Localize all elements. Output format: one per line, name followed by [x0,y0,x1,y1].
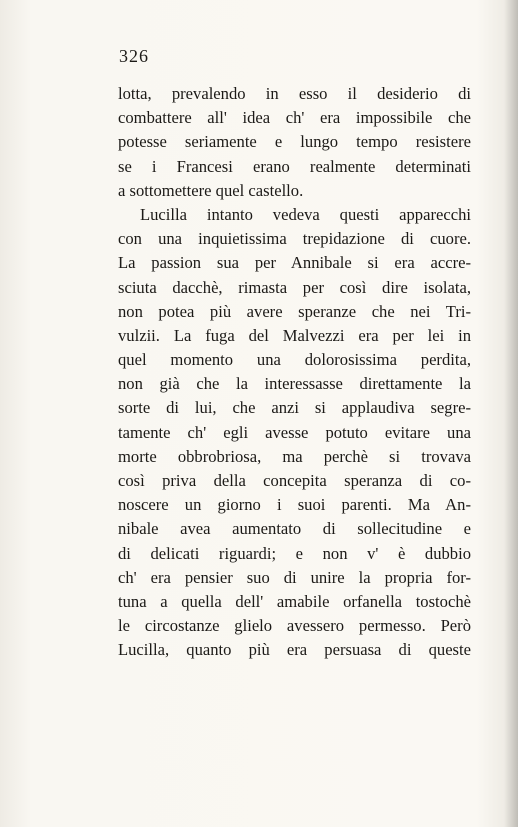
page-number: 326 [119,46,149,66]
text-line: non potea più avere speranze che nei Tri- [118,301,471,321]
text-line: morte obbrobriosa, ma perchè si trovava [118,446,471,466]
text-line: di delicati riguardi; e non v' è dubbio [118,543,471,563]
text-line: vulzii. La fuga del Malvezzi era per lei in [118,325,471,345]
text-line: La passion sua per Annibale si era accre- [118,253,471,273]
text-line: tuna a quella dell' amabile orfanella tostochè [118,591,471,611]
text-line: se i Francesi erano realmente determinati [118,156,471,176]
text-line: combattere all' idea ch' era impossibile che [118,108,471,128]
text-line: con una inquietissima trepidazione di cuore. [118,229,471,249]
text-line: a sottomettere quel castello. [118,180,304,200]
body-text [118,82,471,663]
text-line: sciuta dacchè, rimasta per così dire isolata, [118,277,471,297]
text-line: ch' era pensier suo di unire la propria for- [118,567,471,587]
text-line: quel momento una dolorosissima perdita, [118,350,471,370]
page-edge-shadow [504,0,518,827]
text-line: noscere un giorno i suoi parenti. Ma An- [118,495,471,515]
text-line: così priva della concepita speranza di co- [118,471,471,490]
text-line: lotta, prevalendo in esso il desiderio di [118,84,471,103]
text-line: le circostanze glielo avessero permesso. Però [118,616,471,636]
text-line: nibale avea aumentato di sollecitudine e [118,519,471,539]
text-line: Lucilla, quanto più era persuasa di queste [118,640,471,660]
text-line: potesse seriamente e lungo tempo resistere [118,132,471,152]
text-line: tamente ch' egli avesse potuto evitare una [118,422,471,442]
text-line: non già che la interessasse direttamente la [118,374,471,394]
text-line: Lucilla intanto vedeva questi apparecchi [140,204,471,224]
text-line: sorte di lui, che anzi si applaudiva segre- [118,398,471,418]
